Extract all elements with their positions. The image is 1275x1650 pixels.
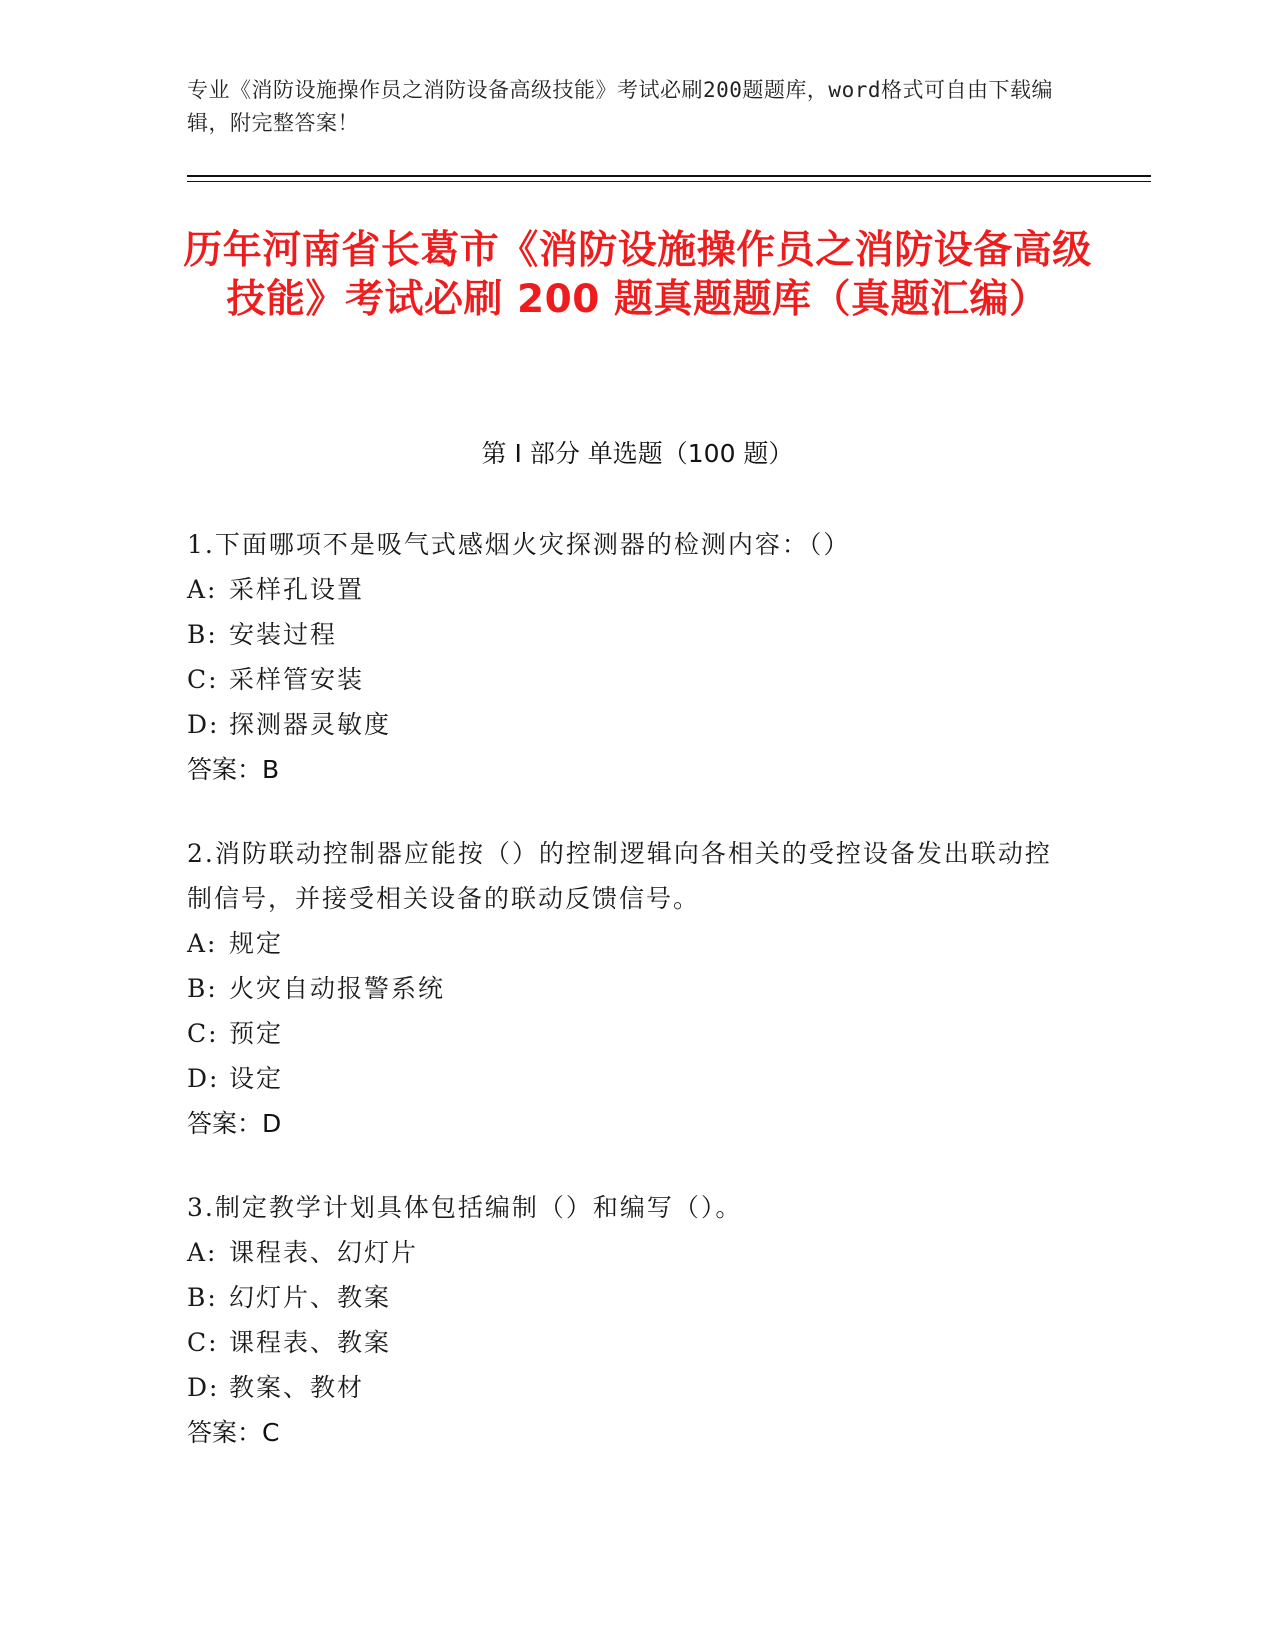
- option-key: B:: [187, 620, 218, 649]
- option-d: [187, 1056, 1067, 1101]
- option-key: C:: [187, 1019, 219, 1048]
- answer-line: 答案：B: [187, 755, 280, 784]
- option-text: 采样孔设置: [229, 575, 365, 604]
- header-rule-thin: [187, 181, 1151, 182]
- option-text: 幻灯片、教案: [229, 1283, 392, 1312]
- document-title: 历年河南省长葛市《消防设施操作员之消防设备高级技能》考试必刷 200 题真题题库（真题汇编）: [183, 228, 1092, 322]
- option-text: 教案、教材: [229, 1373, 365, 1402]
- option-key: A:: [187, 1238, 218, 1267]
- option-key: D:: [187, 1064, 220, 1093]
- option-key: A:: [187, 929, 218, 958]
- option-text: 预定: [229, 1019, 284, 1048]
- option-key: C:: [187, 1328, 219, 1357]
- option-text: 课程表、幻灯片: [229, 1238, 419, 1267]
- option-b: [187, 1275, 1067, 1320]
- option-c: [187, 657, 1067, 702]
- header-rule-thick: [187, 175, 1151, 177]
- answer-line: 答案：C: [187, 1418, 280, 1447]
- option-text: 火灾自动报警系统: [229, 974, 446, 1003]
- option-key: B:: [187, 974, 218, 1003]
- option-b: [187, 966, 1067, 1011]
- answer-line: 答案：D: [187, 1109, 282, 1138]
- header-note: 专业《消防设施操作员之消防设备高级技能》考试必刷200题题库，word格式可自由下载编辑，附完整答案！: [187, 78, 1053, 135]
- option-a: [187, 1230, 1067, 1275]
- option-c: [187, 1011, 1067, 1056]
- question-stem: 3.制定教学计划具体包括编制（）和编写（）。: [187, 1193, 743, 1222]
- question-item: [187, 1185, 1067, 1455]
- question-stem: 1.下面哪项不是吸气式感烟火灾探测器的检测内容：（）: [187, 530, 851, 559]
- question-list: [187, 522, 1067, 1494]
- option-a: [187, 921, 1067, 966]
- question-item: [187, 831, 1067, 1146]
- option-b: [187, 612, 1067, 657]
- option-d: [187, 702, 1067, 747]
- question-item: [187, 522, 1067, 792]
- option-key: A:: [187, 575, 218, 604]
- option-text: 探测器灵敏度: [229, 710, 392, 739]
- option-a: [187, 567, 1067, 612]
- option-key: B:: [187, 1283, 218, 1312]
- option-c: [187, 1320, 1067, 1365]
- option-text: 采样管安装: [229, 665, 365, 694]
- option-text: 安装过程: [229, 620, 338, 649]
- option-key: D:: [187, 1373, 220, 1402]
- section-title: 第 I 部分 单选题（100 题）: [481, 439, 794, 468]
- question-stem: 2.消防联动控制器应能按（）的控制逻辑向各相关的受控设备发出联动控制信号，并接受相关设备的联动反馈信号。: [187, 839, 1052, 913]
- option-text: 课程表、教案: [229, 1328, 392, 1357]
- option-key: C:: [187, 665, 219, 694]
- option-d: [187, 1365, 1067, 1410]
- option-text: 设定: [229, 1064, 284, 1093]
- option-key: D:: [187, 710, 220, 739]
- option-text: 规定: [229, 929, 284, 958]
